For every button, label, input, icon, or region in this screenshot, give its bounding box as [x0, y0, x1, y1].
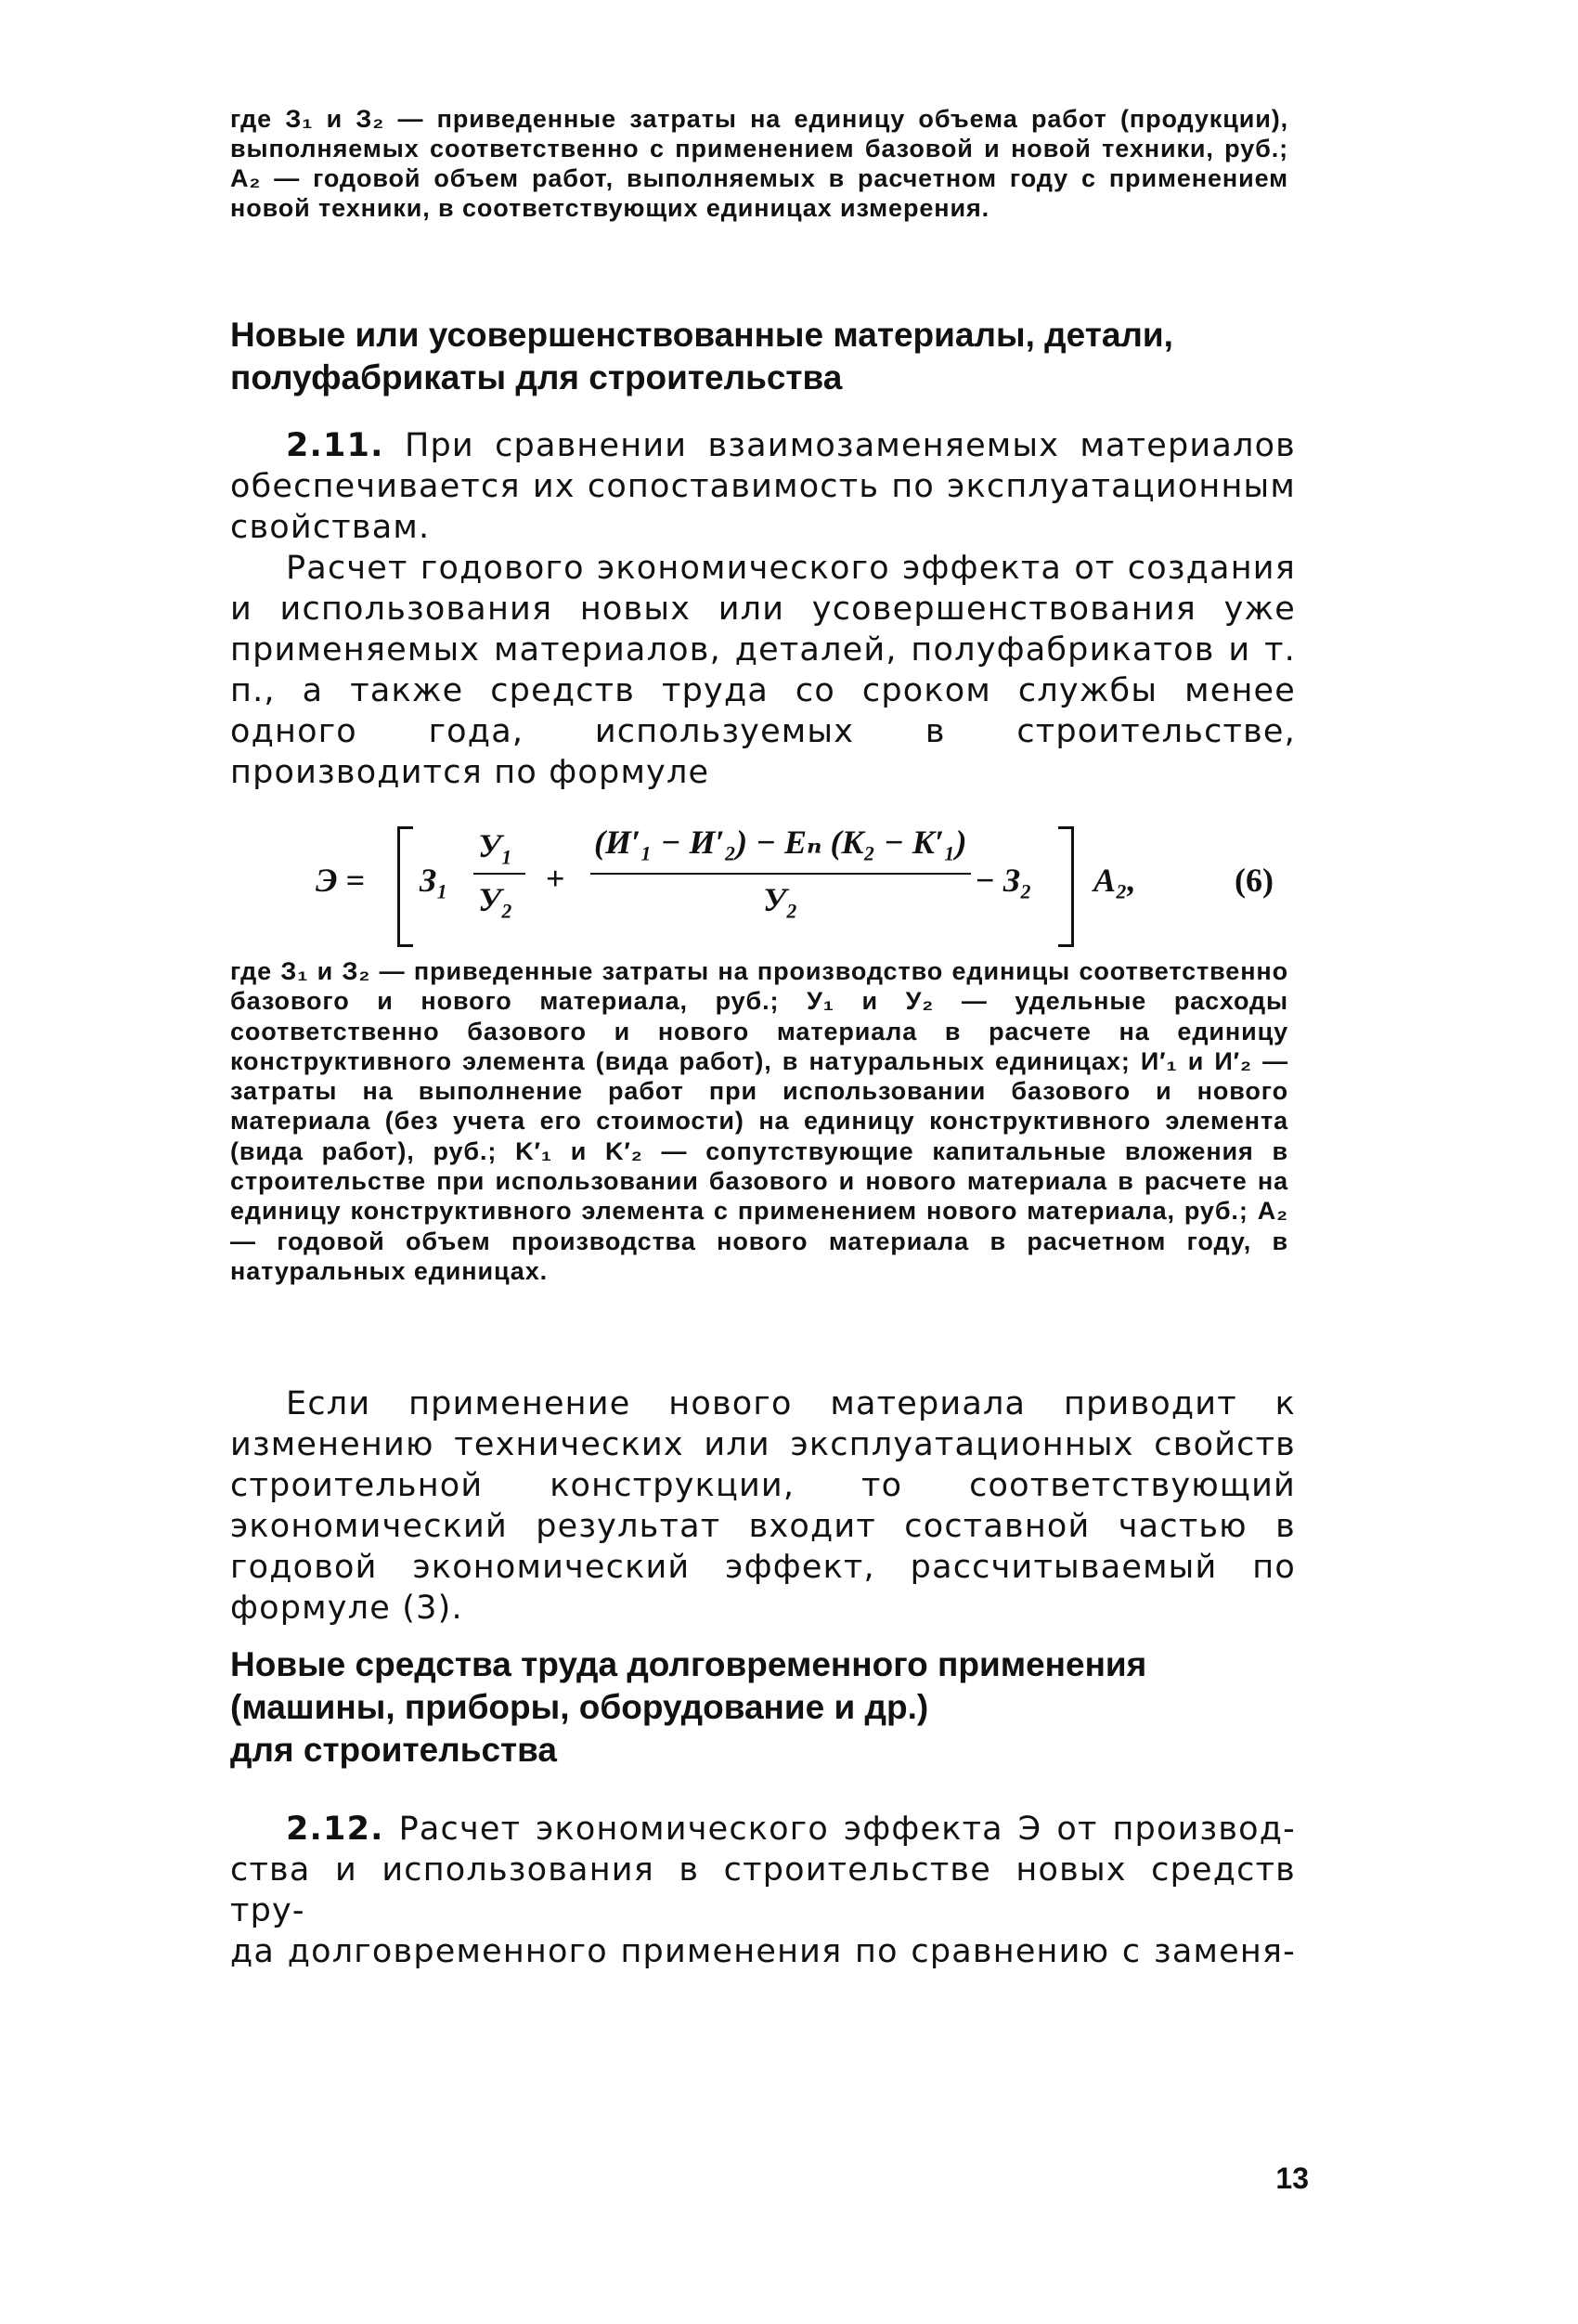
formula-minus-z2: − З₂ [975, 862, 1032, 899]
paragraph-2-11 [230, 425, 1296, 548]
heading-line: полуфабрикаты для строительства [230, 358, 843, 396]
left-bracket [397, 826, 413, 947]
frac2-numerator: (И′₁ − И′₂) − Eₙ (K₂ − K′₁) [594, 824, 967, 861]
paragraph-if-new-material: Если применение нового материала приводит к изменению технических или эксплуатационных свойств строительной конструкции, то соответствующий экономический результат входит составной частью в годовой экономический эффект, рассчитываемый по формуле (3). [230, 1385, 1296, 1627]
text-line: да долговременного применения по сравнению с заменя- [230, 1933, 1296, 1970]
frac2-denominator: У₂ [763, 881, 798, 918]
heading-line: для строительства [230, 1731, 557, 1769]
paragraph-text: При сравнении взаимозаменяемых материалов обеспечивается их сопоставимость по эксплуатационным свойствам. [230, 427, 1297, 546]
frac1-bar [473, 873, 525, 875]
paragraph-number: 2.12. [286, 1811, 384, 1848]
formula-number: (6) [1235, 862, 1274, 899]
formula-a2: А₂, [1093, 862, 1136, 899]
heading-line: (машины, приборы, оборудование и др.) [230, 1688, 929, 1726]
frac1-denominator: У₂ [478, 881, 513, 918]
text-line [230, 1809, 1296, 1850]
right-bracket [1058, 826, 1074, 947]
page-number: 13 [1275, 2162, 1309, 2195]
variable-definitions: где З₁ и З₂ — приведенные затраты на производство единицы соответственно базового и нового материала, руб.; У₁ и У₂ — удельные расходы соответственно базового и нового материала в расчете на единицу конструктивного элемента (вида работ), в натуральных единицах; И′₁ и И′₂ — затраты на выполнение работ при использовании базового и нового материала (без учета его стоимости) на единицу конструктивного элемента (вида работ), руб.; K′₁ и K′₂ — сопутствующие капитальные вложения в строительстве при использовании базового и нового материала в расчете на единицу конструктивного элемента с применением нового материала, руб.; А₂ — годовой объем производства нового материала в расчетном году, в натуральных единицах. [230, 957, 1288, 1285]
text-line: ства и использования в строительстве новых средств тру- [230, 1851, 1296, 1929]
paragraph-formula-intro: Расчет годового экономического эффекта от создания и использования новых или усовершенствования уже применяемых материалов, деталей, полуфабрикатов и т. п., а также средств труда со сроком службы менее одного года, используемых в строительстве, производится по формуле [230, 550, 1296, 791]
section-heading-long-term-tools [230, 1643, 1298, 1772]
paragraph-number: 2.11. [286, 427, 384, 464]
top-note: где З₁ и З₂ — приведенные затраты на единицу объема работ (продукции), выполняемых соответственно с применением базовой и новой техники, руб.; А₂ — годовой объем работ, выполняемых в расчетном году с применением новой техники, в соответствующих единицах измерения. [230, 105, 1288, 222]
heading-line: Новые или усовершенствованные материалы, детали, [230, 316, 1173, 354]
heading-line: Новые средства труда долговременного применения [230, 1645, 1147, 1683]
section-heading-materials [230, 314, 1298, 399]
formula-6 [316, 810, 1300, 958]
frac1-numerator: У₁ [478, 827, 513, 864]
formula-lhs: Э = [316, 862, 365, 899]
formula-z1: З₁ [420, 862, 448, 899]
frac2-bar [590, 873, 971, 875]
text-line-content: Расчет экономического эффекта Э от производ- [398, 1811, 1296, 1848]
formula-plus: + [546, 860, 565, 897]
paragraph-2-12 [230, 1809, 1296, 1972]
